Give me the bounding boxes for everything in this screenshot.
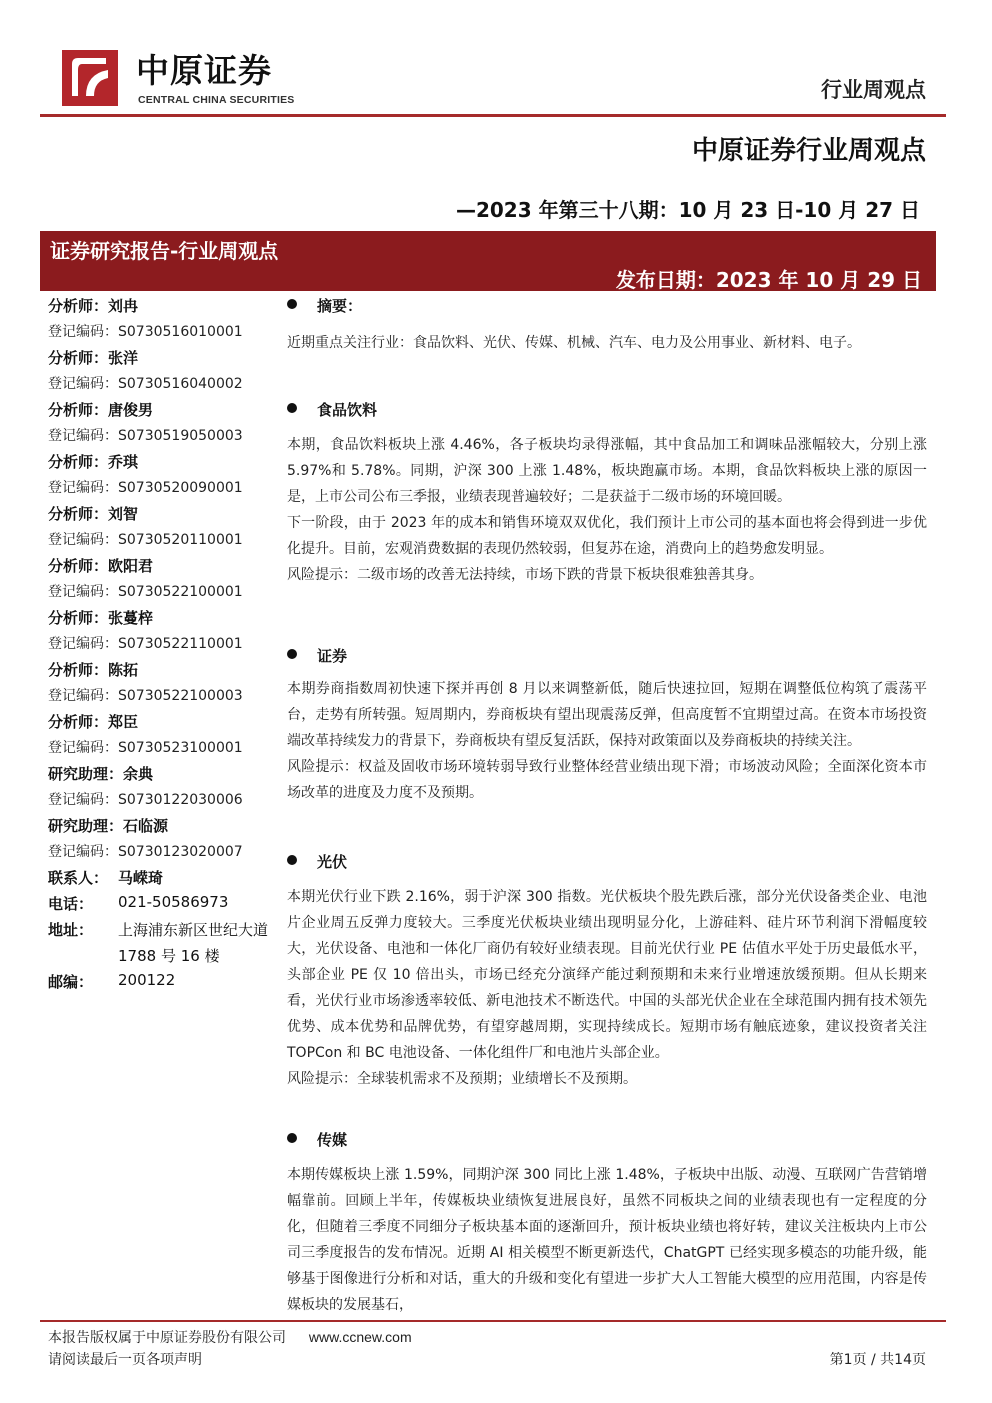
logo-english-text: CENTRAL CHINA SECURITIES xyxy=(138,94,295,106)
paragraph: 风险提示：权益及固收市场环境转弱导致行业整体经营业绩出现下滑；市场波动风险；全面深化资本市场改革的进度及力度不及预期。 xyxy=(287,759,927,801)
analyst-registration: 登记编码：S0730516010001 xyxy=(48,324,243,340)
analyst-entry xyxy=(48,812,278,864)
logo-mark-icon xyxy=(62,50,118,106)
analyst-entry xyxy=(48,656,278,708)
contact-phone: 021-50586973 xyxy=(118,893,229,911)
contact-address-line1: 上海浦东新区世纪大道 xyxy=(118,921,269,939)
analyst-entry xyxy=(48,708,278,760)
analyst-sidebar xyxy=(48,292,278,994)
contact-zip: 200122 xyxy=(118,971,176,989)
contact-phone-row xyxy=(48,890,278,916)
paragraph: 风险提示：二级市场的改善无法持续，市场下跌的背景下板块很难独善其身。 xyxy=(287,567,763,583)
analyst-name: 分析师：张洋 xyxy=(48,349,139,367)
section-title: 食品饮料 xyxy=(317,401,378,419)
analyst-registration: 登记编码：S0730522110001 xyxy=(48,636,243,652)
analyst-entry xyxy=(48,292,278,344)
copyright-text: 本报告版权属于中原证券股份有限公司 xyxy=(48,1330,286,1346)
analyst-entry xyxy=(48,396,278,448)
company-logo xyxy=(62,50,342,106)
report-issue: —2023 年第三十八期：10 月 23 日-10 月 27 日 xyxy=(455,198,920,222)
analyst-name: 研究助理：石临源 xyxy=(48,817,169,835)
contact-zip-row xyxy=(48,968,278,994)
analyst-entry xyxy=(48,552,278,604)
section-title: 传媒 xyxy=(317,1131,348,1149)
analyst-name: 分析师：刘冉 xyxy=(48,297,139,315)
section-securities xyxy=(287,642,927,806)
analyst-registration: 登记编码：S0730522100001 xyxy=(48,584,243,600)
analyst-name: 分析师：张蔓梓 xyxy=(48,609,154,627)
section-title: 证券 xyxy=(317,647,348,665)
contact-zip-label: 邮编： xyxy=(48,973,94,991)
section-title: 摘要： xyxy=(317,297,363,315)
bullet-icon xyxy=(287,855,297,865)
publish-date: 发布日期：2023 年 10 月 29 日 xyxy=(615,268,922,292)
paragraph: 本期光伏行业下跌 2.16%，弱于沪深 300 指数。光伏板块个股先跌后涨，部分光伏设备类企业、电池片企业周五反弹力度较大。三季度光伏板块业绩出现明显分化，上游硅料、硅片环节利润下滑幅度较大，光伏设备、电池和一体化厂商仍有较好业绩表现。目前光伏行业 PE 估值水平处于历史最低水平，头部企业 PE 仅 10 倍出头，市场已经充分演绎产能过剩预期和未来行业增速放缓预期。但从长期来看，光伏行业市场渗透率较低、新电池技术不断迭代。中国的头部光伏企业在全球范围内拥有技术领先优势、成本优势和品牌优势，有望穿越周期，实现持续成长。短期市场有触底迹象，建议投资者关注 TOPCon 和 BC 电池设备、一体化组件厂和电池片头部企业。 xyxy=(287,889,927,1061)
contact-address-row2 xyxy=(48,942,278,968)
analyst-registration: 登记编码：S0730523100001 xyxy=(48,740,243,756)
analyst-registration: 登记编码：S0730520090001 xyxy=(48,480,243,496)
section-summary xyxy=(287,292,927,356)
footer-disclaimer: 请阅读最后一页各项声明 xyxy=(48,1352,202,1368)
contact-phone-label: 电话： xyxy=(48,895,94,913)
contact-address-label: 地址： xyxy=(48,921,94,939)
logo-chinese-text: 中原证券 xyxy=(136,51,272,90)
contact-block xyxy=(48,864,278,994)
contact-person-row xyxy=(48,864,278,890)
analyst-name: 分析师：欧阳君 xyxy=(48,557,154,575)
section-media xyxy=(287,1126,927,1318)
paragraph: 近期重点关注行业：食品饮料、光伏、传媒、机械、汽车、电力及公用事业、新材料、电子。 xyxy=(287,335,861,351)
contact-person-label: 联系人： xyxy=(48,869,109,887)
section-heading xyxy=(287,396,927,424)
analyst-registration: 登记编码：S0730519050003 xyxy=(48,428,243,444)
analyst-entry xyxy=(48,344,278,396)
bullet-icon xyxy=(287,403,297,413)
analyst-entry xyxy=(48,604,278,656)
section-heading xyxy=(287,1126,927,1154)
analyst-name: 分析师：郑臣 xyxy=(48,713,139,731)
footer-divider xyxy=(40,1320,946,1322)
footer-copyright xyxy=(48,1327,412,1347)
analyst-name: 研究助理：余典 xyxy=(48,765,154,783)
website-link[interactable]: www.ccnew.com xyxy=(308,1329,412,1345)
section-food-beverage xyxy=(287,396,927,588)
analyst-entry xyxy=(48,760,278,812)
report-header xyxy=(40,38,946,118)
report-banner xyxy=(40,231,936,291)
bullet-icon xyxy=(287,1133,297,1143)
header-divider xyxy=(40,114,946,117)
section-heading xyxy=(287,642,927,670)
analyst-registration: 登记编码：S0730122030006 xyxy=(48,792,243,808)
analyst-entry xyxy=(48,448,278,500)
section-heading xyxy=(287,292,927,320)
report-title: 中原证券行业周观点 xyxy=(691,136,926,166)
report-type: 证券研究报告-行业周观点 xyxy=(50,239,279,263)
section-heading xyxy=(287,848,927,876)
analyst-name: 分析师：刘智 xyxy=(48,505,139,523)
paragraph: 风险提示：全球装机需求不及预期；业绩增长不及预期。 xyxy=(287,1071,637,1087)
contact-person: 马嵘琦 xyxy=(118,869,164,887)
header-tag: 行业周观点 xyxy=(821,78,926,102)
paragraph: 本期传媒板块上涨 1.59%，同期沪深 300 同比上涨 1.48%，子板块中出版、动漫、互联网广告营销增幅靠前。回顾上半年，传媒板块业绩恢复进展良好，虽然不同板块之间的业绩表现也有一定程度的分化，但随着三季度不同细分子板块基本面的逐渐回升，预计板块业绩也将好转，建议关注板块内上市公司三季度报告的发布情况。近期 AI 相关模型不断更新迭代，ChatGPT 已经实现多模态的功能升级，能够基于图像进行分析和对话，重大的升级和变化有望进一步扩大人工智能大模型的应用范围，内容是传媒板块的发展基石， xyxy=(287,1167,927,1313)
contact-address-line2: 1788 号 16 楼 xyxy=(118,947,220,965)
paragraph: 本期，食品饮料板块上涨 4.46%，各子板块均录得涨幅，其中食品加工和调味品涨幅较大，分别上涨 5.97%和 5.78%。同期，沪深 300 上涨 1.48%，板块跑赢市场。本期，食品饮料板块上涨的原因一是，上市公司公布三季报，业绩表现普遍较好；二是获益于二级市场的环境回暖。 xyxy=(287,437,927,505)
analyst-name: 分析师：唐俊男 xyxy=(48,401,154,419)
page-number: 第1页 / 共14页 xyxy=(829,1352,926,1368)
section-title: 光伏 xyxy=(317,853,348,871)
analyst-entry xyxy=(48,500,278,552)
paragraph: 本期券商指数周初快速下探并再创 8 月以来调整新低，随后快速拉回，短期在调整低位构筑了震荡平台，走势有所转强。短周期内，券商板块有望出现震荡反弹，但高度暂不宜期望过高。在资本市场投资端改革持续发力的背景下，券商板块有望反复活跃，保持对政策面以及券商板块的持续关注。 xyxy=(287,681,927,749)
section-photovoltaic xyxy=(287,848,927,1092)
bullet-icon xyxy=(287,649,297,659)
contact-address-row xyxy=(48,916,278,942)
analyst-registration: 登记编码：S0730522100003 xyxy=(48,688,243,704)
paragraph: 下一阶段，由于 2023 年的成本和销售环境双双优化，我们预计上市公司的基本面也将会得到进一步优化提升。目前，宏观消费数据的表现仍然较弱，但复苏在途，消费向上的趋势愈发明显。 xyxy=(287,515,927,557)
analyst-registration: 登记编码：S0730516040002 xyxy=(48,376,243,392)
bullet-icon xyxy=(287,299,297,309)
analyst-registration: 登记编码：S0730520110001 xyxy=(48,532,243,548)
analyst-registration: 登记编码：S0730123020007 xyxy=(48,844,243,860)
analyst-name: 分析师：乔琪 xyxy=(48,453,139,471)
analyst-name: 分析师：陈拓 xyxy=(48,661,139,679)
